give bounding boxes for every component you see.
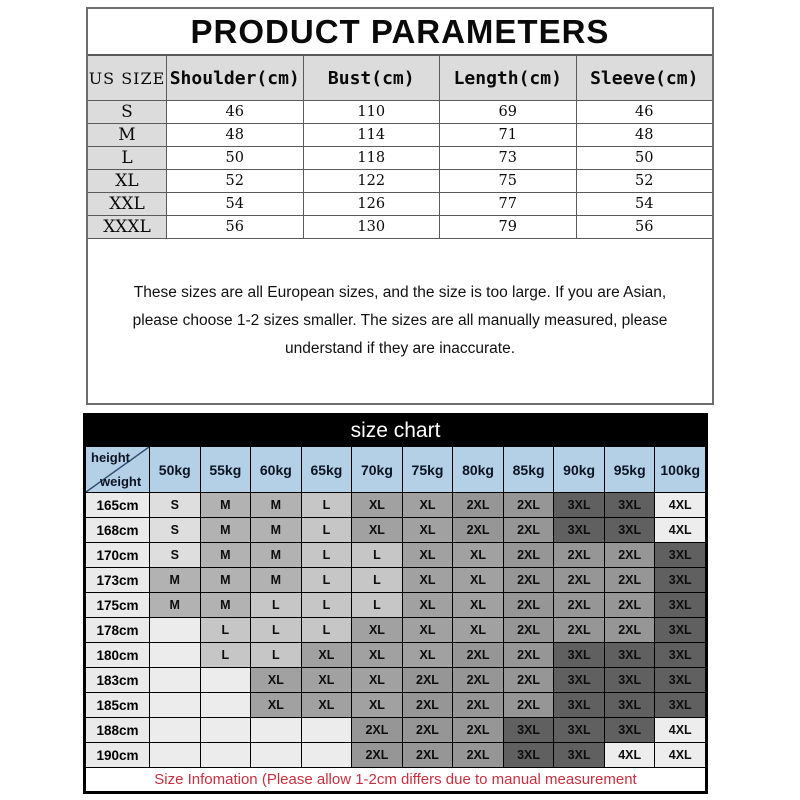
height-row-header: 165cm [86,493,149,517]
size-cell: S [150,493,200,517]
size-cell: L [302,593,352,617]
size-cell: XL [403,518,453,542]
size-cell: 2XL [554,568,604,592]
size-cell: 3XL [554,743,604,767]
height-row-header: 175cm [86,593,149,617]
size-cell: XL [251,668,301,692]
size-cell: M [150,593,200,617]
size-cell: M [201,543,251,567]
size-cell: L [302,568,352,592]
height-row-header: 188cm [86,718,149,742]
size-cell: XL [403,618,453,642]
size-cell: 3XL [554,518,604,542]
weight-column-header: 50kg [150,447,200,492]
empty-size-cell [251,743,301,767]
column-header: Bust(cm) [304,56,440,100]
size-cell: 3XL [605,493,655,517]
size-note-text: These sizes are all European sizes, and the size is too large. If you are Asian, please choose 1-2 sizes smaller. The sizes are all manually measured, please understand if they are inaccurate. [88,239,712,403]
measurement-cell: 130 [304,216,440,238]
size-cell: 2XL [453,518,503,542]
empty-size-cell [150,618,200,642]
size-cell: 2XL [504,618,554,642]
size-cell: XL [453,568,503,592]
size-cell: M [150,568,200,592]
empty-size-cell [201,718,251,742]
column-header: Sleeve(cm) [577,56,713,100]
size-cell: L [352,568,402,592]
size-cell: 3XL [655,693,705,717]
size-cell: 2XL [453,643,503,667]
size-cell: 2XL [504,518,554,542]
size-cell: XL [302,643,352,667]
size-cell: 2XL [504,493,554,517]
size-cell: 3XL [554,668,604,692]
size-cell: L [302,493,352,517]
size-cell: XL [453,543,503,567]
size-cell: 2XL [554,593,604,617]
size-cell: 2XL [453,493,503,517]
height-row-header: 185cm [86,693,149,717]
weight-column-header: 85kg [504,447,554,492]
size-cell: XL [403,568,453,592]
size-cell: 3XL [655,643,705,667]
size-cell: 2XL [504,543,554,567]
empty-size-cell [150,643,200,667]
size-cell: XL [453,618,503,642]
size-cell: M [251,493,301,517]
size-cell: 2XL [403,743,453,767]
measurement-cell: 54 [577,193,713,215]
size-cell: M [201,493,251,517]
size-chart-footer-note: Size Infomation (Please allow 1-2cm differs due to manual measurement [86,768,705,791]
size-label-cell: M [88,124,166,146]
empty-size-cell [201,693,251,717]
size-label-cell: XXXL [88,216,166,238]
size-cell: 2XL [403,668,453,692]
size-cell: XL [302,668,352,692]
weight-column-header: 100kg [655,447,705,492]
empty-size-cell [201,743,251,767]
height-row-header: 168cm [86,518,149,542]
empty-size-cell [201,668,251,692]
size-cell: M [251,568,301,592]
size-cell: M [201,568,251,592]
size-cell: S [150,543,200,567]
measurement-cell: 54 [167,193,303,215]
size-cell: 3XL [605,718,655,742]
size-label-cell: XXL [88,193,166,215]
size-cell: 2XL [403,693,453,717]
size-cell: 3XL [655,668,705,692]
size-cell: 3XL [605,668,655,692]
measurement-cell: 69 [440,101,576,123]
size-cell: 3XL [554,718,604,742]
weight-column-header: 60kg [251,447,301,492]
height-row-header: 173cm [86,568,149,592]
weight-column-header: 55kg [201,447,251,492]
size-cell: 2XL [453,668,503,692]
size-cell: L [251,643,301,667]
size-cell: 2XL [453,743,503,767]
size-label-cell: L [88,147,166,169]
empty-size-cell [302,718,352,742]
measurement-cell: 46 [577,101,713,123]
us-size-header: US SIZE [88,56,166,100]
size-cell: L [302,618,352,642]
size-cell: 3XL [655,568,705,592]
size-cell: L [302,543,352,567]
size-chart-table [83,413,708,794]
size-cell: M [251,543,301,567]
empty-size-cell [302,743,352,767]
height-row-header: 178cm [86,618,149,642]
size-cell: 2XL [453,718,503,742]
measurement-cell: 50 [577,147,713,169]
height-weight-corner-cell [86,447,149,492]
size-cell: 4XL [655,743,705,767]
size-cell: 2XL [605,618,655,642]
size-cell: 4XL [605,743,655,767]
size-cell: M [251,518,301,542]
measurement-cell: 46 [167,101,303,123]
size-cell: 3XL [554,643,604,667]
size-chart-title: size chart [86,416,705,446]
column-header: Length(cm) [440,56,576,100]
size-cell: 2XL [504,568,554,592]
size-cell: 2XL [554,618,604,642]
measurement-cell: 122 [304,170,440,192]
size-cell: L [251,618,301,642]
measurement-cell: 110 [304,101,440,123]
size-cell: M [201,593,251,617]
measurement-cell: 126 [304,193,440,215]
measurement-cell: 114 [304,124,440,146]
size-cell: L [251,593,301,617]
size-cell: 2XL [504,668,554,692]
size-cell: 3XL [554,693,604,717]
size-cell: 2XL [605,593,655,617]
size-cell: L [352,593,402,617]
size-cell: 3XL [504,743,554,767]
size-cell: 3XL [605,518,655,542]
weight-column-header: 75kg [403,447,453,492]
empty-size-cell [150,718,200,742]
size-cell: 4XL [655,518,705,542]
weight-column-header: 65kg [302,447,352,492]
measurement-cell: 52 [577,170,713,192]
size-cell: XL [352,518,402,542]
corner-height-label: height [91,450,130,465]
size-cell: XL [352,493,402,517]
size-cell: XL [403,493,453,517]
weight-column-header: 90kg [554,447,604,492]
measurement-cell: 73 [440,147,576,169]
size-cell: 2XL [605,543,655,567]
size-cell: XL [453,593,503,617]
size-cell: XL [403,643,453,667]
measurement-cell: 56 [577,216,713,238]
height-row-header: 170cm [86,543,149,567]
size-cell: 2XL [504,693,554,717]
size-cell: 2XL [352,718,402,742]
size-cell: 2XL [504,643,554,667]
size-label-cell: XL [88,170,166,192]
size-cell: S [150,518,200,542]
size-cell: 3XL [655,618,705,642]
measurement-cell: 77 [440,193,576,215]
size-cell: 2XL [605,568,655,592]
weight-column-header: 70kg [352,447,402,492]
height-row-header: 180cm [86,643,149,667]
size-cell: 2XL [453,693,503,717]
measurement-cell: 79 [440,216,576,238]
size-cell: 2XL [352,743,402,767]
size-label-cell: S [88,101,166,123]
size-cell: 2XL [504,593,554,617]
height-row-header: 190cm [86,743,149,767]
measurement-cell: 48 [577,124,713,146]
size-cell: XL [403,543,453,567]
height-row-header: 183cm [86,668,149,692]
size-cell: M [201,518,251,542]
measurement-cell: 118 [304,147,440,169]
size-cell: XL [403,593,453,617]
size-cell: XL [251,693,301,717]
size-cell: XL [352,643,402,667]
measurement-cell: 52 [167,170,303,192]
empty-size-cell [251,718,301,742]
column-header: Shoulder(cm) [167,56,303,100]
size-cell: XL [352,693,402,717]
size-cell: 3XL [655,593,705,617]
size-cell: 3XL [504,718,554,742]
size-cell: 2XL [554,543,604,567]
empty-size-cell [150,693,200,717]
corner-weight-label: weight [100,474,142,489]
size-cell: XL [302,693,352,717]
size-cell: 2XL [403,718,453,742]
size-cell: L [352,543,402,567]
measurement-cell: 75 [440,170,576,192]
weight-column-header: 80kg [453,447,503,492]
size-cell: L [201,618,251,642]
size-cell: 4XL [655,718,705,742]
size-cell: 3XL [605,693,655,717]
product-parameters-title: PRODUCT PARAMETERS [88,9,712,56]
measurement-cell: 71 [440,124,576,146]
size-cell: 3XL [655,543,705,567]
empty-size-cell [150,668,200,692]
size-cell: XL [352,618,402,642]
size-cell: L [201,643,251,667]
measurement-cell: 48 [167,124,303,146]
size-cell: L [302,518,352,542]
product-parameters-table [86,7,714,405]
size-cell: 4XL [655,493,705,517]
measurement-cell: 56 [167,216,303,238]
size-chart-grid [86,447,705,767]
size-cell: XL [352,668,402,692]
product-parameters-grid [88,56,712,239]
weight-column-header: 95kg [605,447,655,492]
size-cell: 3XL [605,643,655,667]
size-cell: 3XL [554,493,604,517]
measurement-cell: 50 [167,147,303,169]
empty-size-cell [150,743,200,767]
